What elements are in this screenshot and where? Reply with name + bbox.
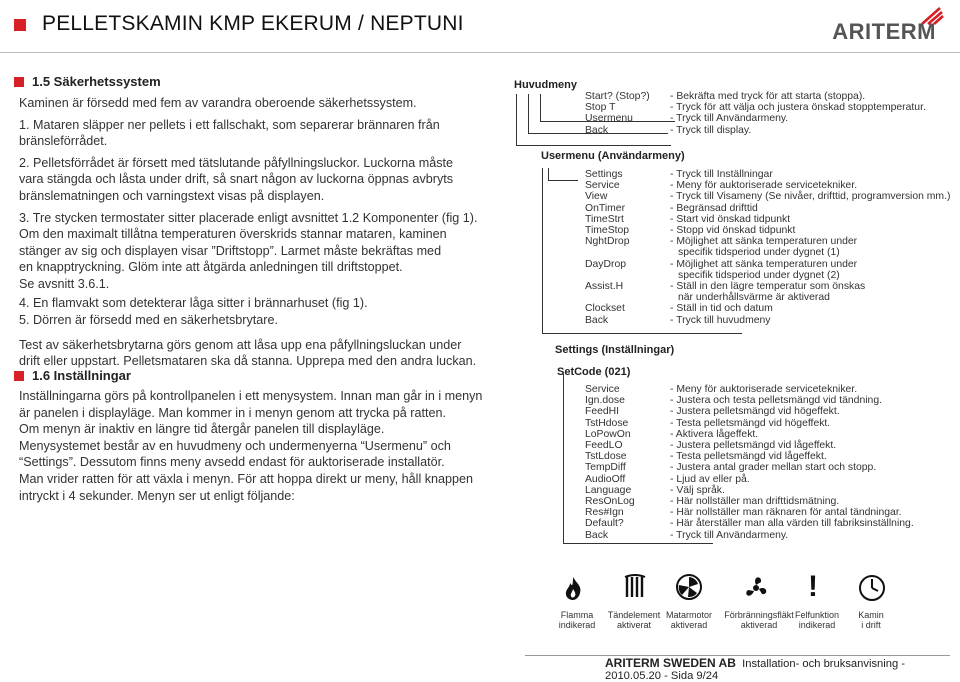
text-line: intryckt i 4 sekunder. Menyn ser ut enligt följande:: [19, 488, 295, 503]
menu-key: Back: [585, 314, 609, 326]
menu-value: - Stopp vid önskad tidpunkt: [670, 225, 796, 237]
tree-line: [548, 180, 578, 181]
menu-key: TstHdose: [585, 417, 629, 429]
text-line: stänger av sig och displayen visar ”Driftstopp”. Larmet måste bekräftas med: [19, 243, 442, 258]
text-line: Om menyn är inaktiv en längre tid återgår panelen till displayläge.: [19, 422, 385, 437]
caption-line: aktiverat: [616, 620, 651, 630]
tree-line: [540, 94, 541, 122]
menu-value: - Tryck till Användarmeny.: [670, 113, 789, 125]
menu-row: [585, 530, 955, 541]
setcode-menu-title: SetCode (021): [557, 366, 631, 378]
menu-value: - Bekräfta med tryck för att starta (stoppa).: [670, 91, 866, 102]
menu-row: [585, 191, 955, 202]
menu-value: - Aktivera lågeffekt.: [670, 428, 759, 440]
caption-line: indikerad: [558, 620, 596, 630]
menu-value: - Begränsad drifttid: [670, 202, 758, 214]
caption-line: Felfunktion: [794, 610, 840, 620]
text-line: 3. Tre stycken termostater sitter placerade enligt avsnittet 1.2 Komponenter (fig 1).: [19, 210, 478, 225]
clock-caption: [840, 610, 902, 630]
user-menu-list: [585, 169, 955, 326]
tree-line: [528, 94, 529, 134]
menu-value: - Tryck till Inställningar: [670, 169, 773, 180]
text-line: 2. Pelletsförrådet är försett med tätslutande påfyllningsluckor. Luckorna måste: [19, 155, 454, 170]
menu-key: Service: [585, 384, 620, 395]
text-line: Man vrider ratten för att växla i menyn. För att hoppa direkt ur meny, håll knappen: [19, 471, 474, 486]
menu-value: - Här nollställer man räknaren för antal tändningar.: [670, 507, 902, 519]
text-line: Test av säkerhetsbrytarna görs genom att låsa upp ena påfyllningsluckan under: [19, 337, 462, 352]
brand-logo: ARITERM: [832, 19, 936, 44]
caption-line: i drift: [861, 620, 881, 630]
menu-key: Default?: [585, 518, 624, 530]
menu-value: - Tryck till display.: [670, 124, 752, 136]
menu-key: DayDrop: [585, 258, 626, 270]
clock-icon: [856, 573, 888, 608]
section-heading-settings: [14, 368, 131, 383]
text-line: 5. Dörren är försedd med en säkerhetsbrytare.: [19, 313, 278, 328]
menu-row: [585, 270, 955, 281]
menu-row: [585, 406, 955, 417]
section-heading-safety: [14, 74, 161, 89]
menu-row: [585, 247, 955, 258]
caption-line: Matarmotor: [665, 610, 712, 620]
menu-value: - Välj språk.: [670, 484, 725, 496]
fan-icon: [740, 574, 772, 607]
menu-key: NghtDrop: [585, 236, 630, 248]
menu-key: [585, 247, 670, 258]
feeder-motor-icon: [673, 573, 705, 606]
menu-key: TimeStop: [585, 225, 630, 237]
menu-value: - Justera pelletsmängd vid lågeffekt.: [670, 440, 837, 452]
tree-line: [548, 168, 549, 180]
menu-key: AudioOff: [585, 473, 626, 485]
user-menu-title: Usermenu (Användarmeny): [541, 150, 685, 162]
menu-key: FeedLO: [585, 440, 623, 452]
feeder-caption: [658, 610, 720, 630]
menu-row: [585, 303, 955, 314]
flame-caption: [546, 610, 608, 630]
menu-row: [585, 91, 955, 102]
footer-text: Installation- och bruksanvisning - 2010.05.20 - Sida 9/24: [605, 658, 906, 682]
caption-line: Flamma: [560, 610, 594, 620]
tree-line: [542, 333, 742, 334]
menu-row: [585, 440, 955, 451]
settings-text: [19, 388, 494, 504]
menu-value: - Tryck för att välja och justera önskad stopptemperatur.: [670, 102, 926, 114]
section-square: [14, 371, 24, 381]
menu-row: [585, 429, 955, 440]
text-line: Om den maximalt tillåtna temperaturen överskrids stannar mataren, kaminen: [19, 227, 447, 242]
main-menu-title: Huvudmeny: [514, 79, 577, 91]
text-line: drift eller uppstart. Pelletsmataren ska då stanna. Upprepa med den andra luckan.: [19, 354, 477, 369]
section-heading-text: 1.6 Inställningar: [32, 368, 131, 383]
menu-key: LoPowOn: [585, 428, 631, 440]
caption-line: aktiverad: [670, 620, 708, 630]
main-menu-list: [585, 91, 955, 136]
menu-value: - Här nollställer man drifttidsmätning.: [670, 496, 840, 508]
menu-value: - Tryck till Visameny (Se nivåer, drifttid, programversion mm.): [670, 191, 951, 203]
tree-line: [563, 543, 713, 544]
menu-row: [585, 496, 955, 507]
menu-value: - Testa pelletsmängd vid högeffekt.: [670, 417, 831, 429]
ignition-caption: [603, 610, 665, 630]
text-line: Kaminen är försedd med fem av varandra oberoende säkerhetssystem.: [19, 96, 417, 110]
menu-row: [585, 292, 955, 303]
text-line: vara stängda och låsta under drift, så snart någon av luckorna öppnas avbryts: [19, 172, 454, 187]
menu-row: [585, 259, 955, 270]
menu-row: [585, 384, 955, 395]
menu-key: TempDiff: [585, 462, 626, 474]
menu-value: - Testa pelletsmängd vid lågeffekt.: [670, 451, 827, 463]
section-heading-text: 1.5 Säkerhetssystem: [32, 74, 161, 89]
menu-row: [585, 281, 955, 292]
menu-key: [585, 270, 670, 281]
menu-key: Stop T: [585, 102, 616, 114]
menu-row: [585, 485, 955, 496]
caption-line: Tändelement: [607, 610, 661, 620]
menu-key: OnTimer: [585, 202, 626, 214]
menu-key: Back: [585, 529, 609, 541]
text-line: är panelen i displayläge. Man kommer in i menyn genom att trycka på ratten.: [19, 405, 447, 420]
header-divider: [0, 52, 960, 53]
text-line: bränsleförrådet.: [19, 134, 108, 149]
menu-key: Language: [585, 484, 632, 496]
menu-row: [585, 507, 955, 518]
menu-row: [585, 315, 955, 326]
section-square: [14, 77, 24, 87]
menu-row: [585, 395, 955, 406]
menu-value: - Meny för auktoriserade servicetekniker.: [670, 180, 858, 192]
menu-key: Settings: [585, 169, 623, 180]
menu-value: - Här återställer man alla värden till fabriksinställning.: [670, 518, 914, 530]
menu-key: Clockset: [585, 303, 625, 315]
menu-key: Assist.H: [585, 281, 624, 293]
flame-icon: [558, 575, 588, 606]
text-line: “Settings”. Dessutom finns meny avsedd endast för auktoriserade installatör.: [19, 455, 445, 470]
menu-row: [585, 451, 955, 462]
caption-line: Kamin: [858, 610, 884, 620]
menu-value: - Meny för auktoriserade servicetekniker.: [670, 384, 858, 395]
menu-row: [585, 113, 955, 124]
menu-value: - Start vid önskad tidpunkt: [670, 213, 791, 225]
menu-key: View: [585, 191, 608, 203]
menu-key: Ign.dose: [585, 395, 625, 407]
menu-value: - Ställ in tid och datum: [670, 303, 773, 315]
menu-value: - Justera pelletsmängd vid högeffekt.: [670, 406, 840, 418]
menu-row: [585, 236, 955, 247]
menu-value: - Ställ in den lägre temperatur som önskas: [670, 281, 866, 293]
text-line: Menysystemet består av en huvudmeny och undermenyerna “Usermenu” och: [19, 438, 451, 453]
text-line: Se avsnitt 3.6.1.: [19, 276, 110, 291]
menu-value: specifik tidsperiod under dygnet (2): [678, 269, 840, 281]
menu-value: - Justera och testa pelletsmängd vid tändning.: [670, 395, 882, 407]
footer: [605, 656, 960, 682]
menu-row: [585, 214, 955, 225]
menu-value: - Justera antal grader mellan start och stopp.: [670, 462, 877, 474]
menu-key: TstLdose: [585, 451, 627, 463]
menu-value: - Möjlighet att sänka temperaturen under: [670, 236, 858, 248]
text-line: 4. En flamvakt som detekterar låga sitter i brännarhuset (fig 1).: [19, 295, 368, 310]
menu-row: [585, 203, 955, 214]
menu-row: [585, 125, 955, 136]
menu-row: [585, 462, 955, 473]
menu-row: [585, 180, 955, 191]
menu-key: Res#Ign: [585, 507, 624, 519]
menu-row: [585, 418, 955, 429]
menu-key: Back: [585, 124, 609, 136]
menu-value: - Möjlighet att sänka temperaturen under: [670, 258, 858, 270]
caption-line: aktiverad: [740, 620, 778, 630]
caption-line: indikerad: [798, 620, 836, 630]
alert-caption: [786, 610, 848, 630]
menu-key: [585, 292, 670, 303]
menu-row: [585, 474, 955, 485]
menu-row: [585, 102, 955, 113]
text-line: Inställningarna görs på kontrollpanelen i ett menysystem. Innan man går in i menyn: [19, 389, 483, 403]
tree-line: [516, 145, 671, 146]
tree-line: [563, 374, 564, 544]
settings-menu-title: Settings (Inställningar): [555, 344, 675, 356]
menu-key: Usermenu: [585, 113, 633, 125]
ignition-icon: [620, 573, 650, 606]
menu-value: - Tryck till Användarmeny.: [670, 529, 789, 541]
text-line: bränslematningen och varningstext visas på displayen.: [19, 188, 325, 203]
menu-value: specifik tidsperiod under dygnet (1): [678, 247, 840, 259]
menu-key: FeedHI: [585, 406, 620, 418]
text-line: en knapptryckning. Glöm inte att åtgärda anledningen till driftstoppet.: [19, 260, 403, 275]
menu-value: när underhållsvärme är aktiverad: [678, 292, 830, 304]
page-title: PELLETSKAMIN KMP EKERUM / NEPTUNI: [42, 12, 464, 35]
menu-row: [585, 169, 955, 180]
menu-key: TimeStrt: [585, 213, 624, 225]
text-line: 1. Mataren släpper ner pellets i ett fallschakt, som separerar brännaren från: [19, 117, 440, 132]
tree-line: [516, 94, 517, 146]
menu-key: Service: [585, 180, 620, 192]
setcode-menu-list: [585, 384, 955, 541]
safety-text: [19, 95, 489, 370]
footer-brand: ARITERM SWEDEN AB: [605, 656, 736, 670]
menu-row: [585, 518, 955, 529]
alert-icon: !: [808, 570, 818, 603]
menu-key: Start? (Stop?): [585, 91, 650, 102]
menu-key: ResOnLog: [585, 496, 635, 508]
caption-line: Förbränningsfläkt: [724, 610, 794, 620]
menu-value: - Tryck till huvudmeny: [670, 314, 771, 326]
header-square: [14, 19, 26, 31]
menu-value: - Ljud av eller på.: [670, 473, 750, 485]
menu-row: [585, 225, 955, 236]
tree-line: [542, 168, 543, 334]
